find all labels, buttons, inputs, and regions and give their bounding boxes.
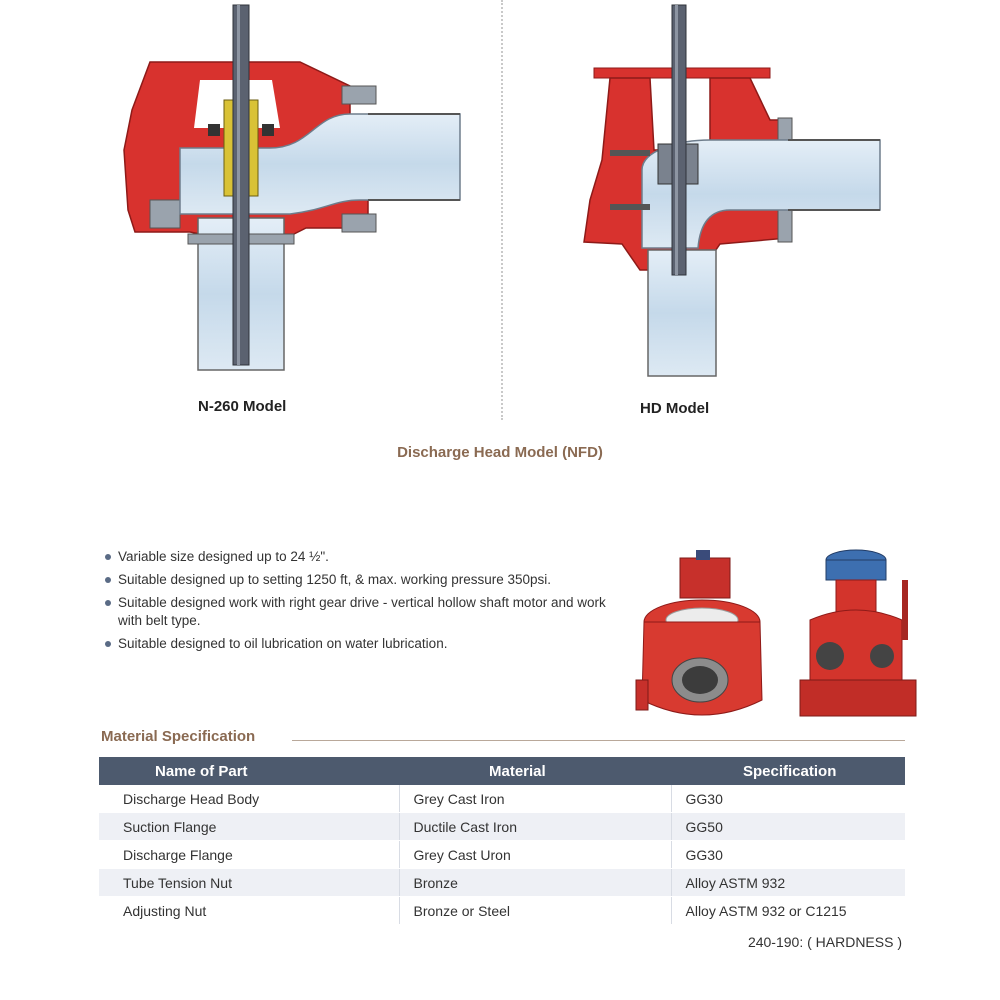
column-header: Material bbox=[399, 757, 671, 785]
discharge-head-photos bbox=[632, 540, 920, 730]
table-cell: GG50 bbox=[671, 813, 905, 841]
table-row bbox=[99, 785, 905, 813]
table-cell: Ductile Cast Iron bbox=[399, 813, 671, 841]
table-cell: GG30 bbox=[671, 841, 905, 869]
table-cell: GG30 bbox=[671, 785, 905, 813]
n260-model-label: N-260 Model bbox=[198, 398, 287, 415]
column-header: Name of Part bbox=[99, 757, 399, 785]
material-spec-title: Material Specification bbox=[101, 728, 256, 745]
table-cell: Discharge Flange bbox=[99, 841, 399, 869]
hd-discharge-head-diagram bbox=[580, 0, 890, 390]
feature-item: Suitable designed up to setting 1250 ft, & max. working pressure 350psi. bbox=[103, 571, 623, 589]
table-row bbox=[99, 813, 905, 841]
discharge-head-photo-belt-icon bbox=[800, 550, 916, 716]
n260-discharge-head-diagram bbox=[110, 0, 480, 390]
feature-item: Suitable designed work with right gear drive - vertical hollow shaft motor and work with belt type. bbox=[103, 594, 623, 630]
table-header-row bbox=[99, 757, 905, 785]
feature-item: Suitable designed to oil lubrication on water lubrication. bbox=[103, 635, 623, 653]
table-row bbox=[99, 841, 905, 869]
table-cell: Alloy ASTM 932 bbox=[671, 869, 905, 897]
table-cell: Tube Tension Nut bbox=[99, 869, 399, 897]
table-cell: Alloy ASTM 932 or C1215 bbox=[671, 897, 905, 925]
table-cell: Bronze bbox=[399, 869, 671, 897]
table-cell: Grey Cast Iron bbox=[399, 785, 671, 813]
diagram-divider bbox=[501, 0, 503, 420]
feature-item: Variable size designed up to 24 ½". bbox=[103, 548, 623, 566]
material-spec-table bbox=[99, 757, 905, 925]
feature-list bbox=[103, 548, 623, 658]
table-row bbox=[99, 897, 905, 925]
table-cell: Bronze or Steel bbox=[399, 897, 671, 925]
page-title: Discharge Head Model (NFD) bbox=[397, 444, 603, 461]
hd-model-label: HD Model bbox=[640, 400, 710, 417]
table-cell: Grey Cast Uron bbox=[399, 841, 671, 869]
table-cell: Discharge Head Body bbox=[99, 785, 399, 813]
table-row bbox=[99, 869, 905, 897]
table-cell: Adjusting Nut bbox=[99, 897, 399, 925]
table-cell: Suction Flange bbox=[99, 813, 399, 841]
hardness-footnote: 240-190: ( HARDNESS ) bbox=[747, 934, 902, 950]
column-header: Specification bbox=[671, 757, 905, 785]
discharge-head-photo-gear-icon bbox=[636, 550, 762, 715]
section-divider bbox=[292, 740, 905, 741]
